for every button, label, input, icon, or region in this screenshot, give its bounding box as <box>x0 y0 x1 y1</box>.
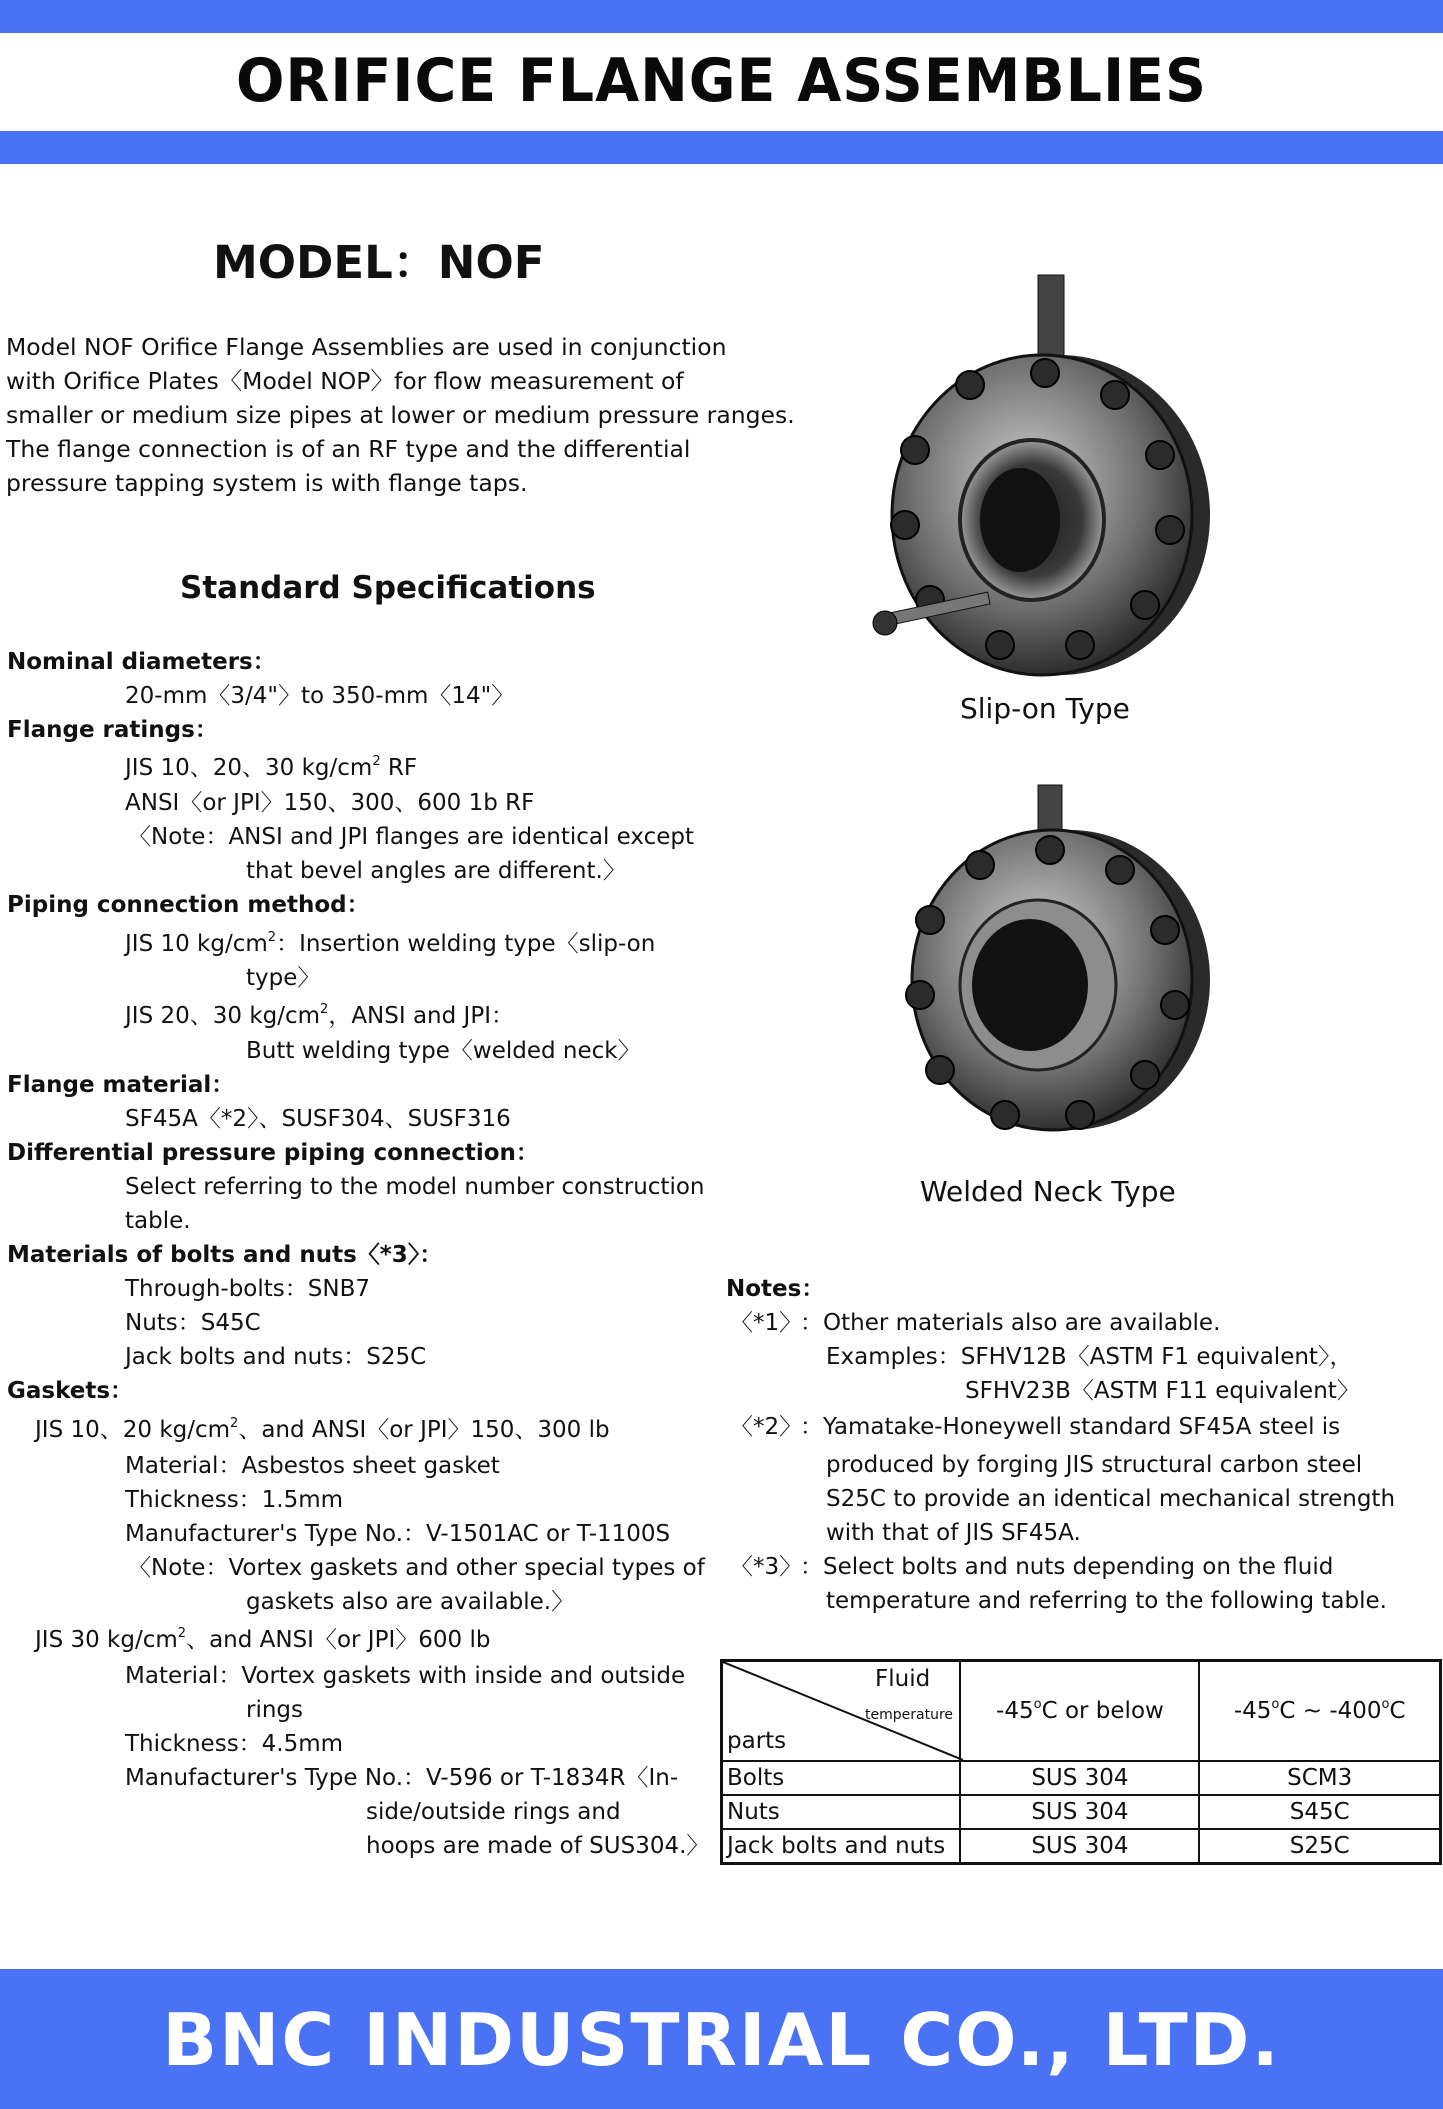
ratings-jis-suffix: RF <box>380 755 418 781</box>
dp-label: Differential pressure piping connection： <box>7 1140 539 1166</box>
col2-value: -45 <box>1233 1698 1272 1724</box>
note-2-line: with that of JIS SF45A. <box>826 1520 1081 1546</box>
gasket2-material: Material：Vortex gaskets with inside and outside <box>125 1663 686 1689</box>
gasket1-suffix: 、and ANSI〈or JPI〉150、300 lb <box>238 1417 610 1443</box>
degree-mark: o <box>1381 1697 1390 1713</box>
piping-label: Piping connection method： <box>7 892 370 918</box>
welded-neck-flange-photo <box>870 780 1230 1160</box>
gasket1-mfr: Manufacturer's Type No.：V-1501AC or T-1100S <box>125 1521 671 1547</box>
gasket2-mfr-cont: side/outside rings and <box>366 1799 621 1825</box>
spec-heading: Standard Specifications <box>180 570 596 606</box>
superscript: 2 <box>372 754 381 770</box>
bolt-material-table <box>720 1659 1442 1865</box>
corner-parts: parts <box>727 1728 787 1754</box>
note-2-line: S25C to provide an identical mechanical strength <box>826 1486 1396 1512</box>
gasket1-spec <box>35 1414 610 1446</box>
part-cell: Nuts <box>722 1795 961 1829</box>
low-temp-cell: SUS 304 <box>960 1829 1199 1864</box>
col-header-high-temp <box>1199 1661 1440 1762</box>
table-corner-cell <box>722 1661 961 1762</box>
piping-jis20-cont: Butt welding type〈welded neck〉 <box>246 1038 641 1064</box>
col-header-low-temp <box>960 1661 1199 1762</box>
piping-jis20-suffix: ，ANSI and JPI： <box>328 1003 514 1029</box>
gasket2-material-cont: rings <box>246 1697 304 1723</box>
note-2-text: ：Yamatake-Honeywell standard SF45A steel is <box>800 1414 1341 1440</box>
piping-jis20-text: JIS 20、30 kg/cm <box>125 1003 321 1029</box>
corner-fluid: Fluid <box>875 1666 931 1692</box>
material-value: SF45A〈*2〉、SUSF304、SUSF316 <box>125 1106 511 1132</box>
gasket1-note-cont: gaskets also are available.〉 <box>246 1589 575 1615</box>
high-temp-cell: SCM3 <box>1199 1761 1440 1795</box>
gasket1-text: JIS 10、20 kg/cm <box>35 1417 231 1443</box>
piping-jis10-text: JIS 10 kg/cm <box>125 931 268 957</box>
bolts-nuts: Nuts：S45C <box>125 1310 261 1336</box>
note-3-mark: 〈*3〉 <box>730 1554 803 1580</box>
piping-jis10 <box>125 928 655 960</box>
superscript: 2 <box>320 1002 329 1018</box>
high-temp-cell: S25C <box>1199 1829 1440 1864</box>
col1-value: -45 <box>996 1698 1034 1724</box>
slip-on-caption: Slip-on Type <box>960 692 1130 725</box>
note-1-example: Examples：SFHV12B〈ASTM F1 equivalent〉， <box>826 1344 1353 1370</box>
bolts-label: Materials of bolts and nuts〈*3〉： <box>7 1242 443 1268</box>
company-name: BNC INDUSTRIAL CO., LTD. <box>162 1998 1281 2082</box>
gasket2-mfr: Manufacturer's Type No.：V-596 or T-1834R〈In- <box>125 1765 679 1791</box>
degree-mark: o <box>1033 1697 1042 1713</box>
corner-temperature: temperature <box>865 1707 953 1723</box>
ratings-jis <box>125 752 417 784</box>
intro-line: Model NOF Orifice Flange Assemblies are used in conjunction <box>6 333 727 361</box>
table-row <box>722 1829 1441 1864</box>
col1-suffix: C or below <box>1041 1698 1164 1724</box>
intro-line: smaller or medium size pipes at lower or medium pressure ranges. <box>6 401 795 429</box>
intro-line: with Orifice Plates〈Model NOP〉for flow measurement of <box>6 367 684 395</box>
ratings-jis-text: JIS 10、20、30 kg/cm <box>125 755 373 781</box>
gasket2-suffix: 、and ANSI〈or JPI〉600 lb <box>186 1627 491 1653</box>
gasket1-thickness: Thickness：1.5mm <box>125 1487 344 1513</box>
low-temp-cell: SUS 304 <box>960 1795 1199 1829</box>
dp-value: Select referring to the model number construction <box>125 1174 705 1200</box>
intro-line: The flange connection is of an RF type and the differential <box>6 435 691 463</box>
ratings-note: 〈Note：ANSI and JPI flanges are identical except <box>128 824 695 850</box>
gasket1-note: 〈Note：Vortex gaskets and other special types of <box>128 1555 705 1581</box>
table-row <box>722 1761 1441 1795</box>
note-1-mark: 〈*1〉 <box>730 1310 803 1336</box>
superscript: 2 <box>230 1416 239 1432</box>
ratings-note-cont: that bevel angles are different.〉 <box>246 858 626 884</box>
gaskets-label: Gaskets： <box>7 1378 134 1404</box>
dp-value-cont: table. <box>125 1208 191 1234</box>
gasket2-mfr-cont: hoops are made of SUS304.〉 <box>366 1833 710 1859</box>
bolts-jack: Jack bolts and nuts：S25C <box>125 1344 427 1370</box>
gasket2-text: JIS 30 kg/cm <box>35 1627 178 1653</box>
degree-mark: o <box>1271 1697 1280 1713</box>
high-temp-cell: S45C <box>1199 1795 1440 1829</box>
note-1-example-cont: SFHV23B〈ASTM F11 equivalent〉 <box>965 1378 1360 1404</box>
material-label: Flange material： <box>7 1072 235 1098</box>
nominal-label: Nominal diameters： <box>7 649 276 675</box>
note-3-text: ：Select bolts and nuts depending on the fluid <box>800 1554 1334 1580</box>
note-3-line: temperature and referring to the following table. <box>826 1588 1387 1614</box>
title-underline-bar <box>0 131 1443 164</box>
table-row <box>722 1795 1441 1829</box>
page-title: ORIFICE FLANGE ASSEMBLIES <box>236 46 1207 116</box>
note-2-mark: 〈*2〉 <box>730 1414 803 1440</box>
gasket1-material: Material：Asbestos sheet gasket <box>125 1453 500 1479</box>
note-2-line: produced by forging JIS structural carbon steel <box>826 1452 1363 1478</box>
superscript: 2 <box>177 1626 187 1642</box>
notes-heading: Notes： <box>726 1276 825 1302</box>
piping-jis20 <box>125 1000 514 1032</box>
part-cell: Bolts <box>722 1761 961 1795</box>
top-accent-bar <box>0 0 1443 33</box>
col2-suffix: C <box>1389 1698 1406 1724</box>
piping-jis10-suffix: ：Insertion welding type〈slip-on <box>276 931 656 957</box>
bolts-through: Through-bolts：SNB7 <box>125 1276 370 1302</box>
intro-line: pressure tapping system is with flange taps. <box>6 469 528 497</box>
gasket2-spec <box>35 1624 490 1656</box>
low-temp-cell: SUS 304 <box>960 1761 1199 1795</box>
gasket2-thickness: Thickness：4.5mm <box>125 1731 344 1757</box>
superscript: 2 <box>267 930 277 946</box>
ratings-ansi: ANSI〈or JPI〉150、300、600 1b RF <box>125 790 535 816</box>
nominal-value: 20-mm〈3/4"〉to 350-mm〈14"〉 <box>125 683 515 709</box>
col2-range: C ~ -400 <box>1279 1698 1382 1724</box>
slip-on-flange-photo <box>860 265 1220 685</box>
model-heading: MODEL：NOF <box>213 236 545 289</box>
intro-paragraph <box>6 330 795 500</box>
ratings-label: Flange ratings： <box>7 717 218 743</box>
piping-jis10-cont: type〉 <box>246 965 321 991</box>
table-header-row <box>722 1661 1441 1762</box>
note-1-text: ：Other materials also are available. <box>800 1310 1221 1336</box>
part-cell: Jack bolts and nuts <box>722 1829 961 1864</box>
welded-neck-caption: Welded Neck Type <box>920 1175 1176 1208</box>
